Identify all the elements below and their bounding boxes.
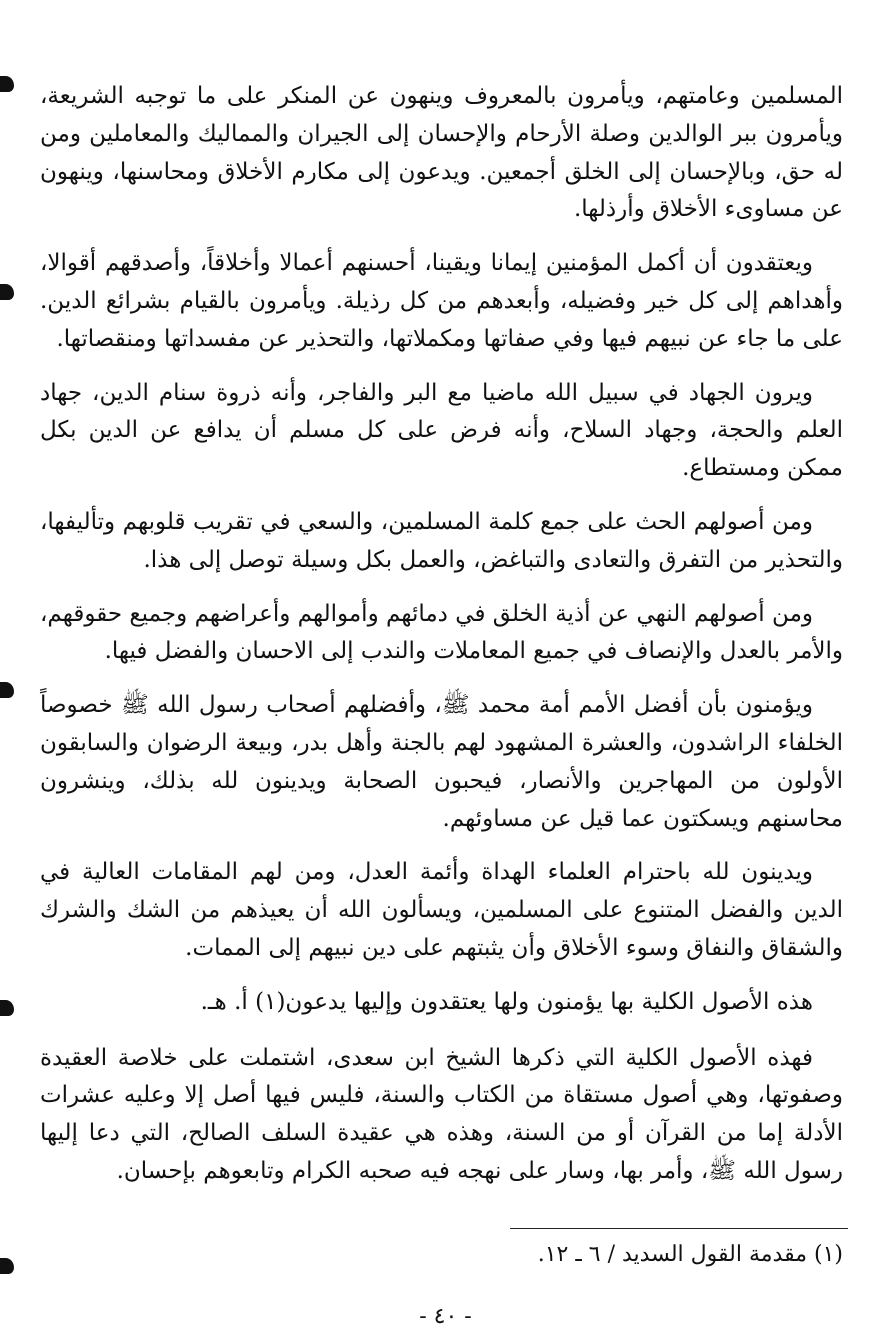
footnote-divider — [510, 1228, 848, 1229]
paragraph: هذه الأصول الكلية بها يؤمنون ولها يعتقدون وإليها يدعون(١) أ. هـ. — [200, 988, 813, 1015]
paragraph: ويعتقدون أن أكمل المؤمنين إيمانا ويقينا، أحسنهم أعمالا وأخلاقاً، وأصدقهم أقوالا، وأهداهم إلى كل خير وفضيله، وأبعدهم من كل رذيلة. ويأمرون بالقيام بشرائع الدين. على ما جاء عن نبيهم فيها وفي صفاتها ومكملاتها، والتحذير عن مفسداتها ومنقصاتها. — [40, 250, 843, 352]
body-text — [40, 78, 843, 1207]
paragraph: ومن أصولهم النهي عن أذية الخلق في دمائهم وأموالهم وأعراضهم وجميع حقوقهم، والأمر بالعدل والإنصاف في جميع المعاملات والندب إلى الاحسان والفضل فيها. — [40, 600, 843, 665]
paragraph: ومن أصولهم الحث على جمع كلمة المسلمين، والسعي في تقريب قلوبهم وتأليفها، والتحذير من التفرق والتعادى والتباغض، والعمل بكل وسيلة توصل إلى هذا. — [40, 508, 843, 573]
binding-mark — [0, 284, 14, 300]
paragraph: المسلمين وعامتهم، ويأمرون بالمعروف وينهون عن المنكر على ما توجبه الشريعة، ويأمرون ببر الوالدين وصلة الأرحام والإحسان إلى الجيران والمماليك والمعاملين ومن له حق، وبالإحسان إلى الخلق أجمعين. ويدعون إلى مكارم الأخلاق ومحاسنها، وينهون عن مساوىء الأخلاق وأرذلها. — [40, 83, 843, 223]
binding-mark — [0, 1258, 14, 1274]
paragraph: ويؤمنون بأن أفضل الأمم أمة محمد ﷺ، وأفضلهم أصحاب رسول الله ﷺ خصوصاً الخلفاء الراشدون، والعشرة المشهود لهم بالجنة وأهل بدر، وبيعة الرضوان والسابقون الأولون من المهاجرين والأنصار، فيحبون الصحابة ويدينون لله بذلك، وينشرون محاسنهم ويسكتون عما قيل عن مساوئهم. — [40, 692, 843, 832]
binding-mark — [0, 1000, 14, 1016]
binding-mark — [0, 76, 14, 92]
paragraph: ويرون الجهاد في سبيل الله ماضيا مع البر والفاجر، وأنه ذروة سنام الدين، جهاد العلم والحجة، وجهاد السلاح، وأنه فرض على كل مسلم أن يدافع عن الدين بكل ممكن ومستطاع. — [40, 379, 843, 482]
paragraph: ويدينون لله باحترام العلماء الهداة وأئمة العدل، ومن لهم المقامات العالية في الدين والفضل المتنوع على المسلمين، ويسألون الله أن يعيذهم من الشك والشرك والشقاق والنفاق وسوء الأخلاق وأن يثبتهم على دين نبيهم إلى الممات. — [40, 859, 843, 961]
page-number: - ٤٠ - — [419, 1304, 472, 1329]
footnote: (١) مقدمة القول السديد / ٦ ـ ١٢. — [537, 1242, 843, 1267]
binding-mark — [0, 682, 14, 698]
paragraph: فهذه الأصول الكلية التي ذكرها الشيخ ابن سعدى، اشتملت على خلاصة العقيدة وصفوتها، وهي أصول مستقاة من الكتاب والسنة، فليس فيها أصل إلا وعليه عشرات الأدلة إما من القرآن أو من السنة، وهذه هي عقيدة السلف الصالح، التي دعا إليها رسول الله ﷺ، وأمر بها، وسار على نهجه فيه صحبه الكرام وتابعوهم بإحسان. — [40, 1044, 843, 1184]
